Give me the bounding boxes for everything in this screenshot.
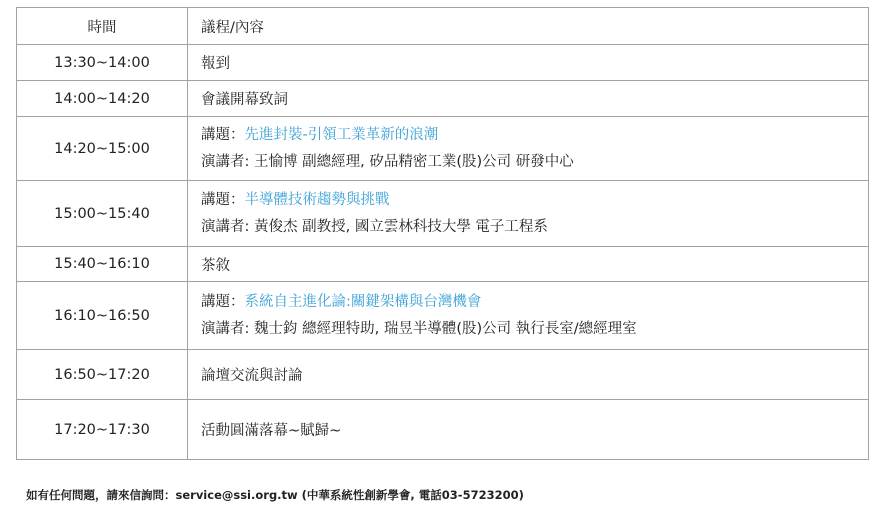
topic-line bbox=[201, 190, 868, 210]
row-time: 16:50~17:20 bbox=[17, 350, 188, 400]
row-text: 報到 bbox=[188, 45, 869, 81]
table-row bbox=[17, 81, 869, 117]
row-text: 活動圓滿落幕~賦歸~ bbox=[188, 400, 869, 460]
contact-note: 如有任何問題，請來信詢問：service@ssi.org.tw (中華系統性創新學會, 電話03-5723200) bbox=[26, 488, 524, 502]
row-time: 14:00~14:20 bbox=[17, 81, 188, 117]
topic-title: 半導體技術趨勢與挑戰 bbox=[244, 192, 390, 208]
row-time: 15:40~16:10 bbox=[17, 247, 188, 282]
speaker-line: 演講者: 王愉博 副總經理, 矽品精密工業(股)公司 研發中心 bbox=[201, 154, 574, 170]
row-time: 15:00~15:40 bbox=[17, 181, 188, 247]
topic-label: 講題： bbox=[201, 294, 245, 310]
row-time: 17:20~17:30 bbox=[17, 400, 188, 460]
row-talk bbox=[188, 282, 869, 350]
table-row bbox=[17, 181, 869, 247]
table-row bbox=[17, 247, 869, 282]
table-row bbox=[17, 350, 869, 400]
topic-line bbox=[201, 292, 868, 312]
row-time: 14:20~15:00 bbox=[17, 117, 188, 181]
header-content: 議程/內容 bbox=[188, 8, 869, 45]
table-row bbox=[17, 117, 869, 181]
topic-title: 先進封裝-引領工業革新的浪潮 bbox=[244, 127, 439, 143]
row-text: 論壇交流與討論 bbox=[188, 350, 869, 400]
agenda-table bbox=[16, 7, 869, 460]
table-row bbox=[17, 282, 869, 350]
topic-line bbox=[201, 125, 868, 145]
row-time: 16:10~16:50 bbox=[17, 282, 188, 350]
table-header-row bbox=[17, 8, 869, 45]
speaker-line: 演講者: 魏士鈞 總經理特助, 瑞昱半導體(股)公司 執行長室/總經理室 bbox=[201, 321, 637, 337]
topic-label: 講題： bbox=[201, 192, 245, 208]
row-text: 茶敘 bbox=[188, 247, 869, 282]
row-talk bbox=[188, 181, 869, 247]
row-text: 會議開幕致詞 bbox=[188, 81, 869, 117]
topic-label: 講題： bbox=[201, 127, 245, 143]
table-row bbox=[17, 400, 869, 460]
row-talk bbox=[188, 117, 869, 181]
topic-title: 系統自主進化論:關鍵架構與台灣機會 bbox=[244, 294, 482, 310]
speaker-line: 演講者: 黃俊杰 副教授, 國立雲林科技大學 電子工程系 bbox=[201, 219, 548, 235]
header-time: 時間 bbox=[17, 8, 188, 45]
row-time: 13:30~14:00 bbox=[17, 45, 188, 81]
table-row bbox=[17, 45, 869, 81]
